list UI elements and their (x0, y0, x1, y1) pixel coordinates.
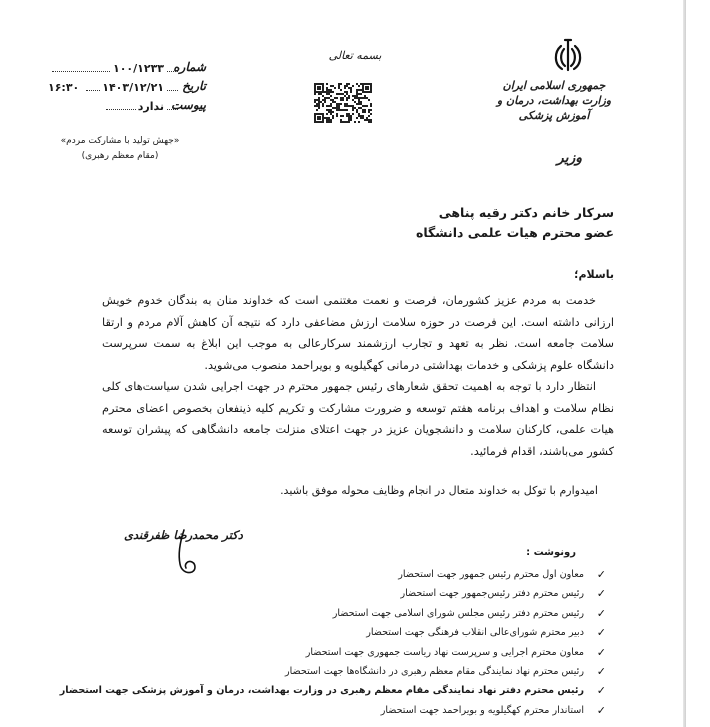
cc-item-text: رئیس محترم دفتر رئیس‌جمهور جهت استحضار (400, 588, 584, 600)
cc-item (140, 643, 610, 662)
motto-text: «جهش تولید با مشارکت مردم» (60, 136, 180, 146)
salutation: باسلام؛ (574, 268, 614, 281)
ministry-line-ministry: وزارت بهداشت، درمان و آموزش پزشکی (496, 94, 612, 122)
body-paragraph-2: انتظار دارد با توجه به اهمیت تحقق شعارهای رئیس جمهور محترم در جهت اجرایی شدن سیاست‌های کلی نظام سلامت و اهداف برنامه هفتم توسعه و ضرورت مشارکت و تکریم کلیه ذینفعان بخصوص اعضای محترم هیات علمی، کارکنان سلامت و دانشجویان عزیز در جهت اعتلای منزلت جامعه دانشگاهی که پیشران توسعه کشور می‌باشند، اقدام فرمائید. (102, 380, 614, 458)
cc-item-text: رئیس محترم دفتر نهاد نمایندگی مقام معظم رهبری در وزارت بهداشت، درمان و آموزش پزشکی جهت استحضار (59, 685, 584, 697)
minister-title: وزیر (556, 150, 582, 166)
addressee-title: عضو محترم هیات علمی دانشگاه (415, 225, 614, 240)
meta-date-label: تاریخ (182, 79, 206, 93)
motto (40, 134, 200, 164)
cc-list (59, 565, 610, 720)
check-icon: ✓ (596, 606, 606, 620)
check-icon: ✓ (596, 703, 606, 717)
closing-line: امیدوارم با توکل به خداوند متعال در انجام وظایف محوله موفق باشید. (280, 484, 598, 497)
check-icon: ✓ (596, 568, 606, 581)
check-icon: ✓ (596, 645, 606, 659)
cc-item (59, 681, 610, 700)
check-icon: ✓ (596, 684, 606, 698)
meta-date-value: ۱۴۰۳/۱۲/۲۱ (102, 81, 164, 94)
meta-number-label: شماره (173, 60, 206, 74)
addressee-name: سرکار خانم دکتر رقیه پناهی (438, 205, 614, 220)
cc-item-text: معاون اول محترم رئیس جمهور جهت استحضار (398, 569, 584, 580)
cc-item-text: معاون محترم اجرایی و سرپرست نهاد ریاست جمهوری جهت استحضار (305, 646, 584, 658)
meta-attachment-value: ندارد (137, 100, 164, 113)
basmala: بسمه تعالی (328, 49, 382, 62)
addressee (194, 203, 614, 243)
cc-item (140, 565, 610, 584)
cc-item-text: دبیر محترم شورای‌عالی انقلاب فرهنگی جهت استحضار (366, 627, 584, 639)
cc-item (140, 662, 610, 681)
check-icon: ✓ (596, 626, 606, 640)
cc-heading: رونوشت : (526, 547, 576, 558)
motto-source: (مقام معظم رهبری) (81, 151, 159, 161)
cc-item-text: استاندار محترم کهگیلویه و بویراحمد جهت استحضار (380, 704, 584, 716)
body-paragraph-1: خدمت به مردم عزیز کشورمان، فرصت و نعمت مغتنمی است که خداوند منان به بندگان خدوم خویش ارزانی داشته است. این فرصت در حوزه سلامت ارزش مضاعفی دارد که نتیجه آن کاهش آلام مردم و ارتقا سلامت جامعه است. نظر به تعهد و تجارب ارزشمند سرکارعالی به موجب این ابلاغ به سمت سرپرست دانشگاه علوم پزشکی و خدمات بهداشتی درمانی کهگیلویه و بویراحمد منصوب می‌شوید. (102, 294, 614, 372)
meta-date-row (46, 79, 206, 98)
cc-item (140, 604, 610, 623)
meta-attachment-row (46, 98, 206, 117)
meta-time-value: ۱۶:۳۰ (48, 81, 80, 94)
meta-number-row (46, 60, 206, 79)
meta-number-value: ۱۰۰/۱۲۳۳ (112, 62, 164, 75)
signatory-name: دکتر محمدرضا ظفرقندی (124, 528, 243, 542)
iran-emblem-icon (546, 34, 590, 78)
letter-meta (46, 60, 206, 117)
cc-item (140, 701, 610, 720)
check-icon: ✓ (596, 664, 606, 678)
meta-attachment-label: پیوست (171, 98, 206, 112)
cc-item-text: رئیس محترم دفتر رئیس مجلس شورای اسلامی جهت استحضار (332, 607, 584, 619)
qr-code-icon (314, 83, 372, 123)
ministry-line-country: جمهوری اسلامی ایران (502, 79, 606, 92)
cc-item (140, 584, 610, 603)
ministry-name (484, 78, 624, 123)
check-icon: ✓ (596, 587, 606, 601)
cc-item-text: رئیس محترم نهاد نمایندگی مقام معظم رهبری در دانشگاه‌ها جهت استحضار (285, 665, 584, 677)
page-edge (683, 0, 686, 727)
cc-item (140, 623, 610, 642)
